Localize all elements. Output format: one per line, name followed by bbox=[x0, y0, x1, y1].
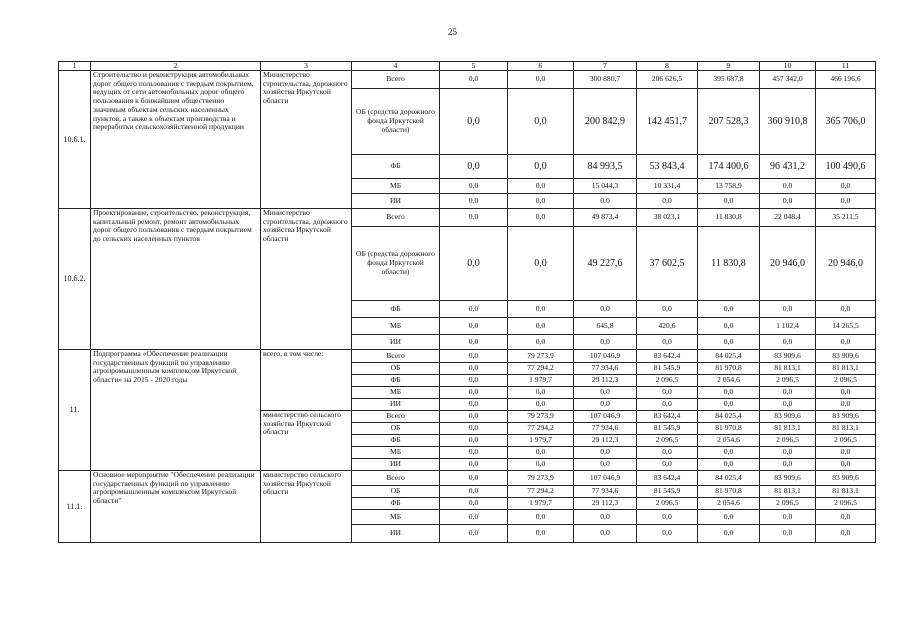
column-header: 7 bbox=[574, 62, 637, 71]
amount-cell: 77 934,6 bbox=[574, 486, 637, 498]
funding-source: ОБ bbox=[352, 423, 440, 435]
amount-cell: 0,0 bbox=[816, 525, 876, 543]
page-number: 25 bbox=[448, 27, 457, 37]
amount-cell: 0,0 bbox=[440, 71, 508, 89]
amount-cell: 0,0 bbox=[508, 227, 574, 301]
amount-cell: 2 096,5 bbox=[637, 375, 698, 387]
amount-cell: 77 294,2 bbox=[508, 486, 574, 498]
amount-cell: 0,0 bbox=[574, 335, 637, 350]
funding-source: Всего bbox=[352, 350, 440, 363]
amount-cell: 0,0 bbox=[440, 423, 508, 435]
amount-cell: 0,0 bbox=[440, 471, 508, 486]
amount-cell: 1 979,7 bbox=[508, 498, 574, 510]
amount-cell: 174 400,6 bbox=[698, 155, 760, 179]
amount-cell: 2 054,6 bbox=[698, 375, 760, 387]
funding-source: ИИ bbox=[352, 335, 440, 350]
row-executor: министерство сельского хозяйства Иркутской области bbox=[261, 411, 352, 471]
funding-source: ОБ (средства дорожного фонда Иркутской области) bbox=[352, 227, 440, 301]
amount-cell: 79 273,9 bbox=[508, 411, 574, 423]
amount-cell: 29 112,3 bbox=[574, 375, 637, 387]
amount-cell: 2 096,5 bbox=[816, 435, 876, 447]
amount-cell: 0,0 bbox=[637, 301, 698, 318]
amount-cell: 77 934,6 bbox=[574, 423, 637, 435]
amount-cell: 0,0 bbox=[440, 486, 508, 498]
column-header: 9 bbox=[698, 62, 760, 71]
amount-cell: 0,0 bbox=[760, 525, 816, 543]
funding-source: Всего bbox=[352, 209, 440, 227]
amount-cell: 0,0 bbox=[816, 179, 876, 194]
amount-cell: 84 025,4 bbox=[698, 350, 760, 363]
amount-cell: 0,0 bbox=[440, 510, 508, 525]
column-header: 11 bbox=[816, 62, 876, 71]
funding-source: ОБ bbox=[352, 363, 440, 375]
amount-cell: 0,0 bbox=[574, 447, 637, 459]
amount-cell: 0,0 bbox=[440, 209, 508, 227]
amount-cell: 2 096,5 bbox=[816, 375, 876, 387]
amount-cell: 83 909,6 bbox=[760, 471, 816, 486]
amount-cell: 0,0 bbox=[816, 447, 876, 459]
amount-cell: 0,0 bbox=[698, 447, 760, 459]
amount-cell: 83 909,6 bbox=[816, 411, 876, 423]
amount-cell: 420,6 bbox=[637, 318, 698, 335]
table-row bbox=[59, 350, 876, 363]
column-header: 5 bbox=[440, 62, 508, 71]
amount-cell: 0,0 bbox=[440, 335, 508, 350]
amount-cell: 0,0 bbox=[574, 525, 637, 543]
funding-source: МБ bbox=[352, 387, 440, 399]
amount-cell: 83 909,6 bbox=[816, 471, 876, 486]
amount-cell: 0,0 bbox=[637, 510, 698, 525]
amount-cell: 0,0 bbox=[637, 387, 698, 399]
funding-source: Всего bbox=[352, 471, 440, 486]
amount-cell: 107 046,9 bbox=[574, 411, 637, 423]
amount-cell: 0,0 bbox=[508, 387, 574, 399]
amount-cell: 457 342,0 bbox=[760, 71, 816, 89]
amount-cell: 0,0 bbox=[508, 155, 574, 179]
amount-cell: 10 331,4 bbox=[637, 179, 698, 194]
amount-cell: 0,0 bbox=[760, 387, 816, 399]
amount-cell: 83 909,6 bbox=[816, 350, 876, 363]
budget-table bbox=[58, 61, 876, 543]
amount-cell: 0,0 bbox=[816, 194, 876, 209]
amount-cell: 81 813,1 bbox=[760, 363, 816, 375]
amount-cell: 0,0 bbox=[508, 459, 574, 471]
amount-cell: 1 102,4 bbox=[760, 318, 816, 335]
amount-cell: 0,0 bbox=[637, 459, 698, 471]
amount-cell: 1 979,7 bbox=[508, 375, 574, 387]
amount-cell: 0,0 bbox=[508, 179, 574, 194]
funding-source: Всего bbox=[352, 71, 440, 89]
amount-cell: 20 946,0 bbox=[760, 227, 816, 301]
column-header: 10 bbox=[760, 62, 816, 71]
amount-cell: 0,0 bbox=[508, 510, 574, 525]
amount-cell: 11 830,8 bbox=[698, 227, 760, 301]
amount-cell: 84 993,5 bbox=[574, 155, 637, 179]
amount-cell: 0,0 bbox=[698, 510, 760, 525]
row-executor: Министерство строительства, дорожного хозяйства Иркутской области bbox=[261, 209, 352, 350]
amount-cell: 645,8 bbox=[574, 318, 637, 335]
amount-cell: 0,0 bbox=[760, 335, 816, 350]
amount-cell: 81 545,9 bbox=[637, 486, 698, 498]
amount-cell: 0,0 bbox=[508, 335, 574, 350]
amount-cell: 360 910,8 bbox=[760, 89, 816, 155]
amount-cell: 0,0 bbox=[698, 318, 760, 335]
amount-cell: 20 946,0 bbox=[816, 227, 876, 301]
amount-cell: 0,0 bbox=[698, 459, 760, 471]
row-executor: всего, в том числе: bbox=[261, 350, 352, 411]
funding-source: МБ bbox=[352, 318, 440, 335]
row-index: 10.6.1. bbox=[59, 71, 91, 209]
row-executor: Министерство строительства, дорожного хозяйства Иркутской области bbox=[261, 71, 352, 209]
funding-source: МБ bbox=[352, 179, 440, 194]
amount-cell: 0,0 bbox=[440, 411, 508, 423]
column-header-row bbox=[59, 62, 876, 71]
amount-cell: 0,0 bbox=[440, 227, 508, 301]
amount-cell: 2 096,5 bbox=[760, 498, 816, 510]
amount-cell: 2 096,5 bbox=[637, 498, 698, 510]
column-header: 2 bbox=[91, 62, 261, 71]
column-header: 3 bbox=[261, 62, 352, 71]
amount-cell: 83 909,6 bbox=[760, 411, 816, 423]
amount-cell: 0,0 bbox=[440, 459, 508, 471]
amount-cell: 11 830,8 bbox=[698, 209, 760, 227]
amount-cell: 0,0 bbox=[637, 447, 698, 459]
row-index: 11. bbox=[59, 350, 91, 471]
funding-source: ФБ bbox=[352, 155, 440, 179]
amount-cell: 0,0 bbox=[637, 194, 698, 209]
amount-cell: 0,0 bbox=[760, 399, 816, 411]
amount-cell: 0,0 bbox=[574, 387, 637, 399]
amount-cell: 81 970,8 bbox=[698, 363, 760, 375]
amount-cell: 466 196,6 bbox=[816, 71, 876, 89]
table-row bbox=[59, 71, 876, 89]
amount-cell: 0,0 bbox=[760, 301, 816, 318]
amount-cell: 2 096,5 bbox=[637, 435, 698, 447]
amount-cell: 0,0 bbox=[508, 525, 574, 543]
amount-cell: 0,0 bbox=[698, 399, 760, 411]
amount-cell: 0,0 bbox=[508, 89, 574, 155]
amount-cell: 13 758,9 bbox=[698, 179, 760, 194]
amount-cell: 84 025,4 bbox=[698, 411, 760, 423]
amount-cell: 81 813,1 bbox=[760, 486, 816, 498]
amount-cell: 81 970,8 bbox=[698, 423, 760, 435]
amount-cell: 206 626,5 bbox=[637, 71, 698, 89]
amount-cell: 14 265,5 bbox=[816, 318, 876, 335]
amount-cell: 0,0 bbox=[760, 459, 816, 471]
funding-source: МБ bbox=[352, 510, 440, 525]
amount-cell: 29 112,3 bbox=[574, 435, 637, 447]
amount-cell: 0,0 bbox=[698, 301, 760, 318]
funding-source: ФБ bbox=[352, 498, 440, 510]
amount-cell: 0,0 bbox=[440, 498, 508, 510]
row-executor: министерство сельского хозяйства Иркутской области bbox=[261, 471, 352, 543]
amount-cell: 0,0 bbox=[440, 363, 508, 375]
amount-cell: 0,0 bbox=[637, 525, 698, 543]
amount-cell: 96 431,2 bbox=[760, 155, 816, 179]
amount-cell: 0,0 bbox=[698, 194, 760, 209]
amount-cell: 35 211,5 bbox=[816, 209, 876, 227]
amount-cell: 81 813,1 bbox=[816, 486, 876, 498]
amount-cell: 83 642,4 bbox=[637, 350, 698, 363]
amount-cell: 2 096,5 bbox=[816, 498, 876, 510]
amount-cell: 0,0 bbox=[816, 399, 876, 411]
row-name: Подпрограмма «Обеспечение реализации государственных функций по управлению агропромышленным комплексом Иркутской области» на 2015 - 2020 годы bbox=[91, 350, 261, 471]
table-row bbox=[59, 471, 876, 486]
amount-cell: 0,0 bbox=[816, 301, 876, 318]
amount-cell: 0,0 bbox=[698, 335, 760, 350]
amount-cell: 0,0 bbox=[816, 510, 876, 525]
funding-source: ОБ bbox=[352, 486, 440, 498]
funding-source: ИИ bbox=[352, 459, 440, 471]
amount-cell: 2 054,6 bbox=[698, 498, 760, 510]
row-name: Строительство и реконструкция автомобильных дорог общего пользования с твердым покрытием, ведущих от сети автомобильных дорог общего пользования к ближайшим общественно значимым объектам сельских населенных пунктов, а также к объектам производства и переработки сельскохозяйственной продукции bbox=[91, 71, 261, 209]
funding-source: ОБ (средства дорожного фонда Иркутской области) bbox=[352, 89, 440, 155]
funding-source: ФБ bbox=[352, 301, 440, 318]
amount-cell: 83 642,4 bbox=[637, 471, 698, 486]
amount-cell: 0,0 bbox=[574, 459, 637, 471]
amount-cell: 0,0 bbox=[508, 71, 574, 89]
amount-cell: 0,0 bbox=[637, 335, 698, 350]
amount-cell: 22 048,4 bbox=[760, 209, 816, 227]
row-index: 11.1. bbox=[59, 471, 91, 543]
funding-source: ФБ bbox=[352, 435, 440, 447]
amount-cell: 0,0 bbox=[440, 387, 508, 399]
column-header: 1 bbox=[59, 62, 91, 71]
amount-cell: 49 227,6 bbox=[574, 227, 637, 301]
amount-cell: 81 545,9 bbox=[637, 363, 698, 375]
amount-cell: 0,0 bbox=[760, 510, 816, 525]
amount-cell: 0,0 bbox=[760, 179, 816, 194]
amount-cell: 0,0 bbox=[816, 335, 876, 350]
amount-cell: 53 843,4 bbox=[637, 155, 698, 179]
amount-cell: 0,0 bbox=[440, 155, 508, 179]
amount-cell: 0,0 bbox=[574, 301, 637, 318]
amount-cell: 365 706,0 bbox=[816, 89, 876, 155]
amount-cell: 79 273,9 bbox=[508, 350, 574, 363]
amount-cell: 107 046,9 bbox=[574, 350, 637, 363]
funding-source: Всего bbox=[352, 411, 440, 423]
funding-source: МБ bbox=[352, 447, 440, 459]
amount-cell: 15 044,3 bbox=[574, 179, 637, 194]
row-name: Проектирование, строительство, реконструкция, капитальный ремонт, ремонт автомобильных дорог общего пользования с твердым покрытием до сельских населенных пунктов bbox=[91, 209, 261, 350]
amount-cell: 77 294,2 bbox=[508, 423, 574, 435]
amount-cell: 0,0 bbox=[574, 399, 637, 411]
amount-cell: 300 880,7 bbox=[574, 71, 637, 89]
amount-cell: 0,0 bbox=[440, 318, 508, 335]
amount-cell: 100 490,6 bbox=[816, 155, 876, 179]
amount-cell: 0,0 bbox=[698, 525, 760, 543]
amount-cell: 0,0 bbox=[508, 194, 574, 209]
amount-cell: 79 273,9 bbox=[508, 471, 574, 486]
amount-cell: 81 813,1 bbox=[816, 363, 876, 375]
amount-cell: 2 096,5 bbox=[760, 435, 816, 447]
amount-cell: 142 451,7 bbox=[637, 89, 698, 155]
amount-cell: 49 873,4 bbox=[574, 209, 637, 227]
row-index: 10.6.2. bbox=[59, 209, 91, 350]
amount-cell: 0,0 bbox=[508, 447, 574, 459]
amount-cell: 0,0 bbox=[440, 179, 508, 194]
table-row bbox=[59, 209, 876, 227]
amount-cell: 77 934,6 bbox=[574, 363, 637, 375]
amount-cell: 207 528,3 bbox=[698, 89, 760, 155]
amount-cell: 84 025,4 bbox=[698, 471, 760, 486]
amount-cell: 0,0 bbox=[760, 447, 816, 459]
amount-cell: 0,0 bbox=[508, 209, 574, 227]
amount-cell: 77 294,2 bbox=[508, 363, 574, 375]
amount-cell: 1 979,7 bbox=[508, 435, 574, 447]
amount-cell: 0,0 bbox=[440, 435, 508, 447]
amount-cell: 2 054,6 bbox=[698, 435, 760, 447]
amount-cell: 81 813,1 bbox=[816, 423, 876, 435]
amount-cell: 0,0 bbox=[760, 194, 816, 209]
amount-cell: 0,0 bbox=[637, 399, 698, 411]
amount-cell: 0,0 bbox=[440, 301, 508, 318]
amount-cell: 37 602,5 bbox=[637, 227, 698, 301]
amount-cell: 395 687,8 bbox=[698, 71, 760, 89]
column-header: 8 bbox=[637, 62, 698, 71]
funding-source: ИИ bbox=[352, 399, 440, 411]
amount-cell: 0,0 bbox=[440, 194, 508, 209]
amount-cell: 2 096,5 bbox=[760, 375, 816, 387]
amount-cell: 81 970,8 bbox=[698, 486, 760, 498]
amount-cell: 0,0 bbox=[574, 194, 637, 209]
amount-cell: 107 046,9 bbox=[574, 471, 637, 486]
amount-cell: 0,0 bbox=[508, 318, 574, 335]
amount-cell: 81 813,1 bbox=[760, 423, 816, 435]
amount-cell: 0,0 bbox=[816, 387, 876, 399]
amount-cell: 83 642,4 bbox=[637, 411, 698, 423]
amount-cell: 0,0 bbox=[440, 399, 508, 411]
column-header: 6 bbox=[508, 62, 574, 71]
amount-cell: 81 545,9 bbox=[637, 423, 698, 435]
amount-cell: 0,0 bbox=[574, 510, 637, 525]
amount-cell: 0,0 bbox=[816, 459, 876, 471]
amount-cell: 0,0 bbox=[698, 387, 760, 399]
column-header: 4 bbox=[352, 62, 440, 71]
row-name: Основное мероприятие "Обеспечение реализации государственных функций по управлению агропромышленным комплексом Иркутской области" bbox=[91, 471, 261, 543]
funding-source: ИИ bbox=[352, 525, 440, 543]
amount-cell: 0,0 bbox=[440, 350, 508, 363]
funding-source: ФБ bbox=[352, 375, 440, 387]
amount-cell: 0,0 bbox=[440, 375, 508, 387]
funding-source: ИИ bbox=[352, 194, 440, 209]
amount-cell: 200 842,9 bbox=[574, 89, 637, 155]
amount-cell: 38 023,1 bbox=[637, 209, 698, 227]
amount-cell: 0,0 bbox=[508, 301, 574, 318]
amount-cell: 0,0 bbox=[440, 89, 508, 155]
amount-cell: 0,0 bbox=[440, 525, 508, 543]
amount-cell: 0,0 bbox=[440, 447, 508, 459]
amount-cell: 83 909,6 bbox=[760, 350, 816, 363]
amount-cell: 0,0 bbox=[508, 399, 574, 411]
amount-cell: 29 112,3 bbox=[574, 498, 637, 510]
